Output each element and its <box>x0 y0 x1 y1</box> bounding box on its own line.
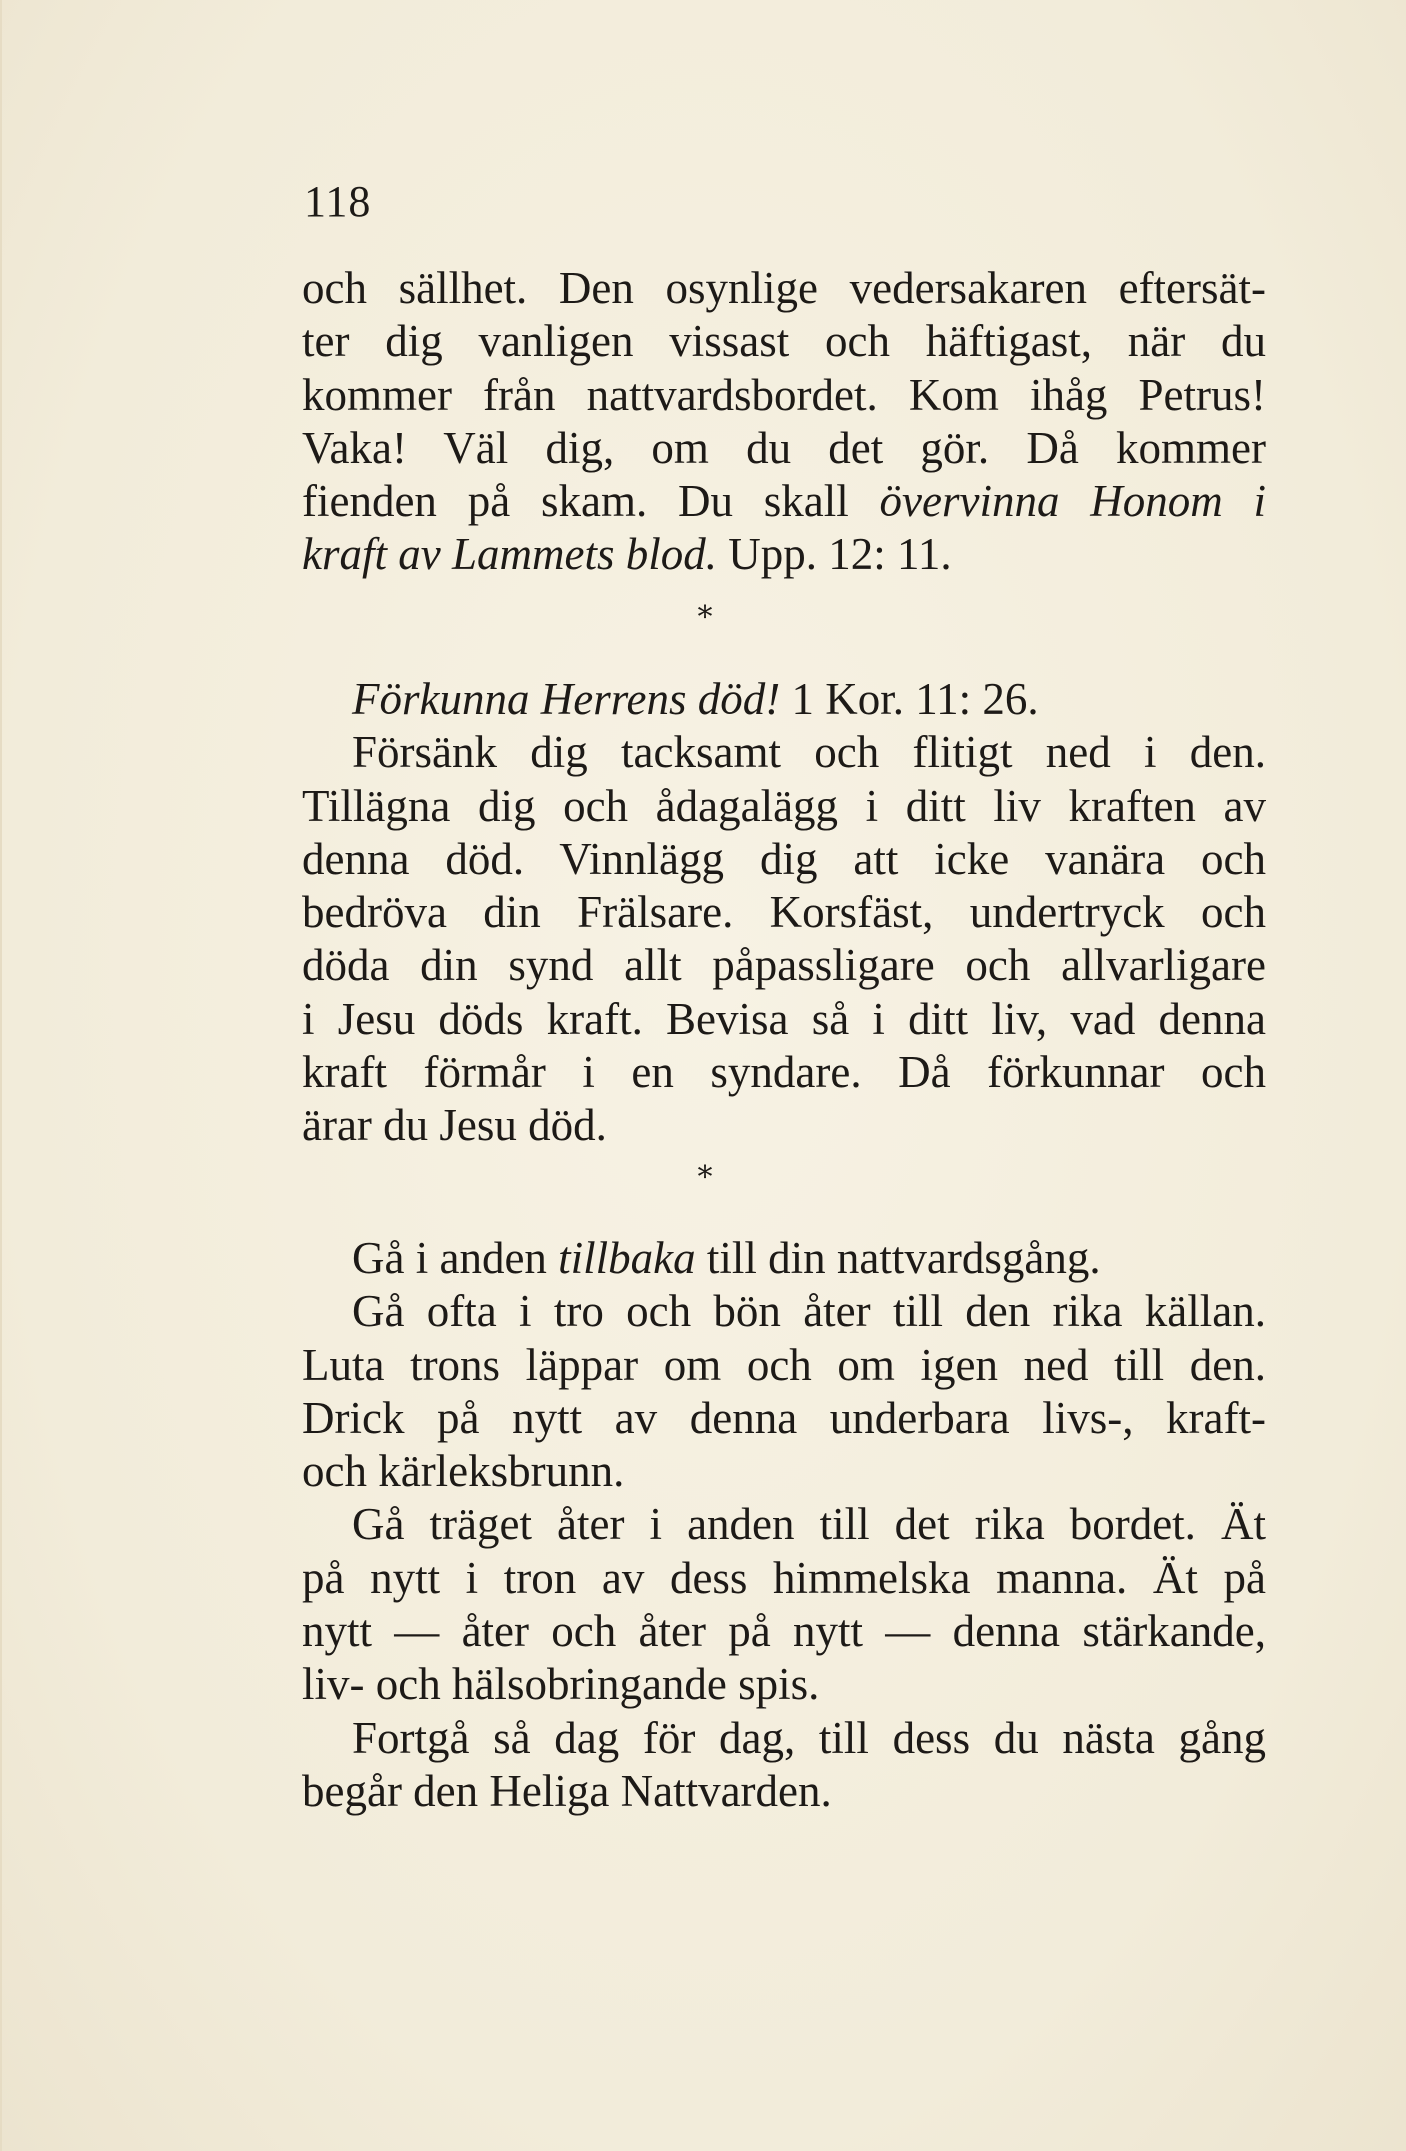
text-line: nytt — åter och åter på nytt — denna stärkande, <box>302 1606 1266 1657</box>
text-line: på nytt i tron av dess himmelska manna. Ät på <box>302 1552 1266 1603</box>
text-line: bedröva din Frälsare. Korsfäst, undertryck och <box>302 887 1266 938</box>
text-line: ter dig vanligen vissast och häftigast, när du <box>302 316 1266 367</box>
italic-heading: Förkunna Herrens död! <box>352 674 781 724</box>
text-line: i Jesu döds kraft. Bevisa så i ditt liv, vad denna <box>302 993 1266 1044</box>
text-line: Fortgå så dag för dag, till dess du nästa gång <box>352 1712 1266 1763</box>
text-line: kraft förmår i en syndare. Då förkunnar och <box>302 1047 1266 1098</box>
scripture-reference: 1 Kor. 11: 26. <box>780 674 1039 724</box>
section-divider-asterisk: * <box>697 600 713 635</box>
section-divider-asterisk: * <box>697 1160 713 1195</box>
text-line: och sällhet. Den osynlige vedersakaren eftersät- <box>302 263 1266 313</box>
text-line: denna död. Vinnlägg dig att icke vanära och <box>302 833 1266 884</box>
text-line: Försänk dig tacksamt och flitigt ned i den. <box>352 727 1266 778</box>
text-line: Drick på nytt av denna underbara livs-, kraft- <box>302 1392 1266 1443</box>
text-line: kommer från nattvardsbordet. Kom ihåg Petrus! <box>302 369 1266 420</box>
text-line <box>302 475 1266 528</box>
text-line: liv- och hälsobringande spis. <box>302 1659 820 1710</box>
text-line: Gå ofta i tro och bön åter till den rika källan. <box>352 1286 1266 1337</box>
paragraph-3 <box>302 1232 1266 1818</box>
text-line: och kärleksbrunn. <box>302 1446 625 1497</box>
text-run: Gå i anden <box>352 1233 559 1283</box>
text-line <box>302 1232 1266 1285</box>
italic-run: tillbaka <box>558 1233 696 1283</box>
text-line: Luta trons läppar om och om igen ned till den. <box>302 1339 1266 1390</box>
text-line: Gå träget åter i anden till det rika bordet. Ät <box>352 1499 1266 1550</box>
page-number: 118 <box>304 177 372 226</box>
text-line: döda din synd allt påpassligare och allvarligare <box>302 940 1266 991</box>
text-run: fienden på skam. Du skall <box>302 476 849 527</box>
text-line <box>302 673 1266 726</box>
italic-run: kraft av Lammets blod. <box>302 529 717 580</box>
text-run: till din nattvardsgång. <box>695 1233 1101 1283</box>
text-line: Vaka! Väl dig, om du det gör. Då kommer <box>302 422 1266 473</box>
text-line <box>302 528 1266 581</box>
italic-run: övervinna Honom i <box>879 476 1266 527</box>
text-line: begår den Heliga Nattvarden. <box>302 1765 832 1816</box>
text-line: Tillägna dig och ådagalägg i ditt liv kraften av <box>302 780 1266 831</box>
text-line: ärar du Jesu död. <box>302 1100 607 1151</box>
paragraph-1 <box>302 262 1266 582</box>
text-run: Upp. 12: 11. <box>716 529 952 580</box>
paragraph-2 <box>302 673 1266 1153</box>
